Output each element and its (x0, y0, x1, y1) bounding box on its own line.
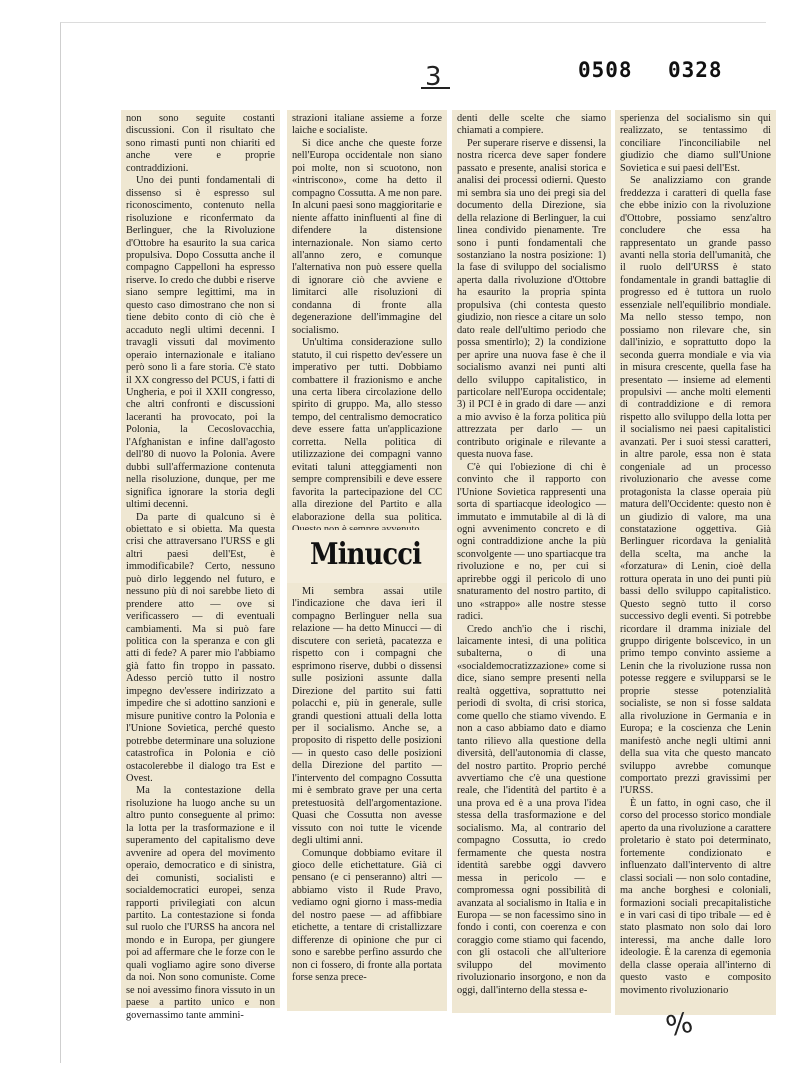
article-column-1 (121, 110, 280, 1021)
handwritten-footer-mark: % (662, 1005, 696, 1044)
paragraph: strazioni italiane assieme a forze laiche e socialiste. (292, 113, 442, 137)
paragraph: Uno dei punti fondamentali di dissenso si è espresso sul riconoscimento, contenuto nella risoluzione e riconfermato da Berlinguer, che la Rivoluzione d'Ottobre ha esaurito la sua carica propulsiva. Dopo Cossutta anche il compagno Cappelloni ha espresso riserve. Io credo che dubbi e riserve siano sempre legittimi, ma in questo caso dimostrano che non si tiene debito conto di ciò che è accaduto negli ultimi decenni. I travagli vissuti dal movimento operaio internazionale e italiano però sono lì a fare storia. C'è stato il XX congresso del PCUS, i fatti di Ungheria, e poi il XXII congresso, che altri confronti e discussioni laceranti ha provocato, poi la Polonia, la Cecoslovacchia, l'Afghanistan e infine dall'agosto dell'80 di nuovo la Polonia. Avere dubbi sull'affermazione contenuta nella risoluzione, dunque, per me significa ignorare la storia degli ultimi decenni. (126, 175, 275, 511)
paragraph: Credo anch'io che i rischi, laicamente intesi, di una politica subalterna, o di una «socialdemocratizzazione» come si dice, siano sempre presenti nella realtà oggettiva, soprattutto nei periodi di svolta, di crisi storica, come quello che stiamo vivendo. E non a caso abbiamo dato e diamo tanto rilievo alla questione della diversità, dell'autonomia di classe, del nostro partito. Proprio perché avvertiamo che c'è una questione reale, che l'identità del partito è a una prova ed è a una prova l'idea stessa della trasformazione e del socialismo. Ma, al contrario del compagno Cossutta, io credo fermamente che questa nostra identità sarebbe oggi davvero messa in pericolo — e compromessa ogni possibilità di avanzata al socialismo in Italia e in Europa — se non facessimo sino in fondo i conti, con coerenza e con coraggio come stiamo qui facendo, con gli ostacoli che all'ulteriore sviluppo del movimento rivoluzionario insorgono, e non da oggi, dall'interno della stessa e- (457, 623, 606, 996)
paragraph: C'è qui l'obiezione di chi è convinto che il rapporto con l'Unione Sovietica rappresenti una sorta di spartiacque ideologico — immutato e immutabile al di là di ogni avvenimento concreto e di ogni contraddizione anche la più sconvolgente — uno spartiacque tra rivoluzione e no, per cui si aprirebbe oggi il pericolo di uno snaturamento del nostro partito, di uno «strappo» alle nostre stesse radici. (457, 461, 606, 623)
paragraph: Mi sembra assai utile l'indicazione che dava ieri il compagno Berlinguer nella sua relazione — ha detto Minucci — di discutere con serietà, pacatezza e rispetto con i compagni che esprimono riserve, dubbi o dissensi sulle posizioni assunte dalla Direzione del partito sui fatti polacchi e, più in generale, sulle grandi questioni attuali della lotta per il socialismo. Anche se, a proposito di rispetto delle posizioni — in questo caso delle posizioni della Direzione del partito — l'intervento del compagno Cossutta mi è sembrato grave per una certa pretestuosità dell'argomentazione. Quasi che Cossutta non avesse vissuto con noi tutte le vicende degli ultimi anni. (292, 586, 442, 847)
article-column-2-top (287, 110, 447, 530)
archive-code-right: 0328 (668, 58, 723, 82)
paragraph: Un'ultima considerazione sullo statuto, il cui rispetto dev'essere un imperativo per tutti. Dobbiamo combattere il frazionismo e anche una certa libera circolazione dello spirito di gruppo. Ma, allo stesso tempo, del centralismo democratico deve essere fatta un'applicazione corretta. Nella politica di utilizzazione dei compagni vanno evitati taluni atteggiamenti non sempre comprensibili e deve essere favorita la partecipazione del CC alla direzione del Partito e alla elaborazione della sua politica. (292, 337, 442, 523)
paragraph: Per superare riserve e dissensi, la nostra ricerca deve saper fondere passato e presente, analisi storica e analisi dei processi odierni. Questo mi sembra sia uno dei pregi sia del documento della Direzione, sia della relazione di Berlinguer, la cui linea condivido pienamente. Tre sono i punti fondamentali che sostanziano la nostra posizione: 1) la fase di sviluppo del socialismo aperta dalla rivoluzione d'Ottobre ha esaurito la propria spinta propulsiva (chi contesta questo giudizio, non riesce a citare un solo dato reale dell'ultimo periodo che possa smentirlo); 2) la condizione per aprire una nuova fase è che il socialismo avanzi nei punti alti dello sviluppo capitalistico, in particolare nell'Europa occidentale; 3) il PCI è in grado di dare — anzi a mio avviso è la forza politica più attrezzata per darlo — un contributo originale e rilevante a questa nuova fase. (457, 137, 606, 461)
paragraph: sperienza del socialismo sin qui realizzato, se tentassimo di conciliare l'inconciliabile nel giudizio che diamo sull'Unione Sovietica e sui paesi dell'Est. (620, 113, 771, 174)
paragraph: non sono seguite costanti discussioni. Con il risultato che sono rimasti punti non chiariti ed anche vere e proprie contraddizioni. (126, 113, 275, 174)
paragraph: È un fatto, in ogni caso, che il corso del processo storico mondiale aperto da una rivoluzione a carattere proletario è stato poi determinato, fortemente condizionato e influenzato dall'intervento di altre classi sociali — non solo contadine, ma anche borghesi e coloniali, formazioni sociali precapitalistiche e in vari casi di tipo tribale — ed è stato plasmato non solo dai loro interessi, ma anche dalle loro ideologie. È la carenza di egemonia della classe operaia all'interno di questo vasto e composito movimento rivoluzionario (620, 797, 771, 996)
paragraph: Se analizziamo con grande freddezza i caratteri di quella fase che ebbe inizio con la rivoluzione d'Ottobre, possiamo senz'altro concludere che essa ha rappresentato un grande passo avanti nella storia dell'umanità, che il ruolo dell'URSS è stato fondamentale in grandi battaglie di progresso ed è tuttora un ruolo essenziale nell'equilibrio mondiale. Ma nello stesso tempo, non possiamo non rilevare che, sin dall'inizio, e soprattutto dopo la seconda guerra mondiale e via via in misura crescente, quella fase ha presentato — insieme ad elementi propulsivi — anche molti elementi di contraddizione e di remora rispetto allo sviluppo della lotta per il socialismo nei paesi capitalistici avanzati. Per i suoi stessi caratteri, in altre parole, essa non è stata congeniale ad un processo rivoluzionario che avesse come protagonista la classe operaia più matura dell'Occidente: questo non è un giudizio di valore, ma una constatazione oggettiva. Già Berlinguer ricordava la genialità della scelta, ma anche la «forzatura» di Lenin, cioè della rottura operata in uno dei punti più bassi dello sviluppo capitalistico. Questo segnò tutto il corso successivo degli eventi. Si potrebbe ricordare il dramma iniziale del gruppo dirigente bolscevico, in un primo tempo convinto assieme a Lenin che la rivoluzione russa non potesse reggere e svilupparsi se le proprie stesse potenzialità socialiste, se non si fosse saldata alla rivoluzione in Germania e in Europa; e la coscienza che Lenin manifestò anche negli ultimi anni della sua vita che questo mancato sviluppo avrebbe comunque comportato prezzi gravissimi per l'URSS. (620, 175, 771, 797)
paragraph: Comunque dobbiamo evitare il gioco delle etichettature. Già ci pensano (e ci penseranno) altri — abbiamo visto il Rude Pravo, vediamo ogni giorno i mass-media del nostro paese — ad affibbiare etichette, a tentare di cristallizzare differenze di opinione che pur ci sono e sarebbe perfino assurdo che non ci fossero, di fronte alla portata forse senza prece- (292, 847, 442, 984)
paragraph: denti delle scelte che siamo chiamati a compiere. (457, 113, 606, 137)
speaker-headline: Minucci (310, 537, 422, 572)
article-column-2-bottom (287, 583, 447, 1011)
paragraph: Da parte di qualcuno si è obiettato e si obietta. Ma questa crisi che attraversano l'URSS e gli altri paesi dell'Est, è immodificabile? Certo, nessuno può dirlo leggendo nel futuro, e nessuno più di noi sarebbe lieto di prendere atto — ove si verificassero — di eventuali cambiamenti. Ma si può fare politica con la speranza e con gli atti di fede? A parer mio l'abbiamo già fatto fin troppo in passato. Adesso perciò tutto il nostro impegno dev'essere indirizzato a impedire che si adottino sanzioni e misure punitive contro la Polonia e l'Unione Sovietica, perché questo potrebbe determinare una soluzione catastrofica in Polonia e ciò ostacolerebbe il dialogo tra Est e Ovest. (126, 511, 275, 785)
paragraph: Si dice anche che queste forze nell'Europa occidentale non siano poi molte, non si scuotono, non «intriscono», come ha detto il compagno Cossutta. A me non pare. In alcuni paesi sono maggioritarie e niente affatto ininfluenti al fine di difendere la distensione internazionale. Non siamo certo all'anno zero, e comunque l'alternativa non può essere quella di ignorare ciò che avviene e limitarci alle risoluzioni di condanna di fronte alla degenerazione dell'immagine del socialismo. (292, 137, 442, 336)
paragraph: Ma la contestazione della risoluzione ha luogo anche su un altro punto conseguente al primo: la lotta per la trasformazione e il superamento del capitalismo deve avvenire ad opera del movimento operaio, democratico e di sinistra, dei comunisti, socialisti e socialdemocratici europei, senza rapporti privilegiati con alcun partito. La contestazione si fonda sul ruolo che l'URSS ha ancora nel mondo e in Europa, per giungere poi ad affermare che le forze con le quali vogliamo agire sono diverse da noi. Non sono comuniste. Come se noi avessimo finora vissuto in un paese a partito unico e non governassimo tante ammini- (126, 785, 275, 1021)
handwritten-page-number: 3 (425, 62, 442, 92)
article-column-4 (615, 110, 776, 1015)
article-column-3 (452, 110, 611, 1013)
archive-code-left: 0508 (578, 58, 633, 82)
